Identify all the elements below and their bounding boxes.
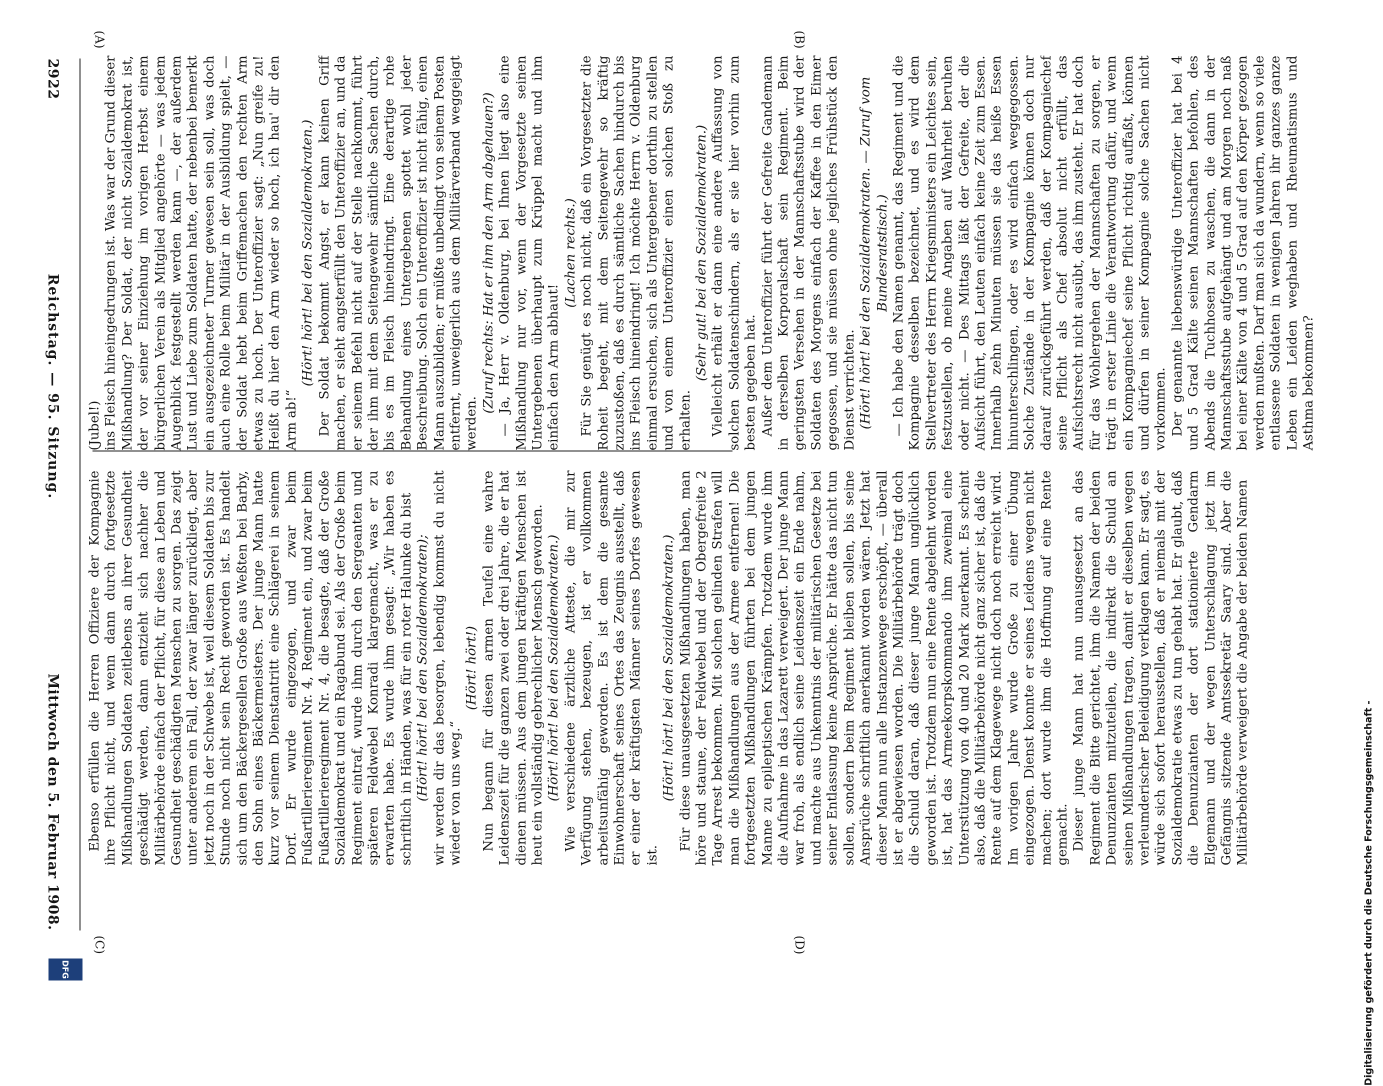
interjection: (Hört! hört! bei den Sozialdemokraten.) (300, 119, 316, 387)
interjection: (Hört! hört! bei den Sozialdemokraten); (415, 534, 431, 802)
paragraph: Ebenso erfüllen die Herren Offiziere der Kompagnie ihre Pflicht nicht, und wenn dann durch fortgesetzte Mißhandlungen Soldaten zeitlebens an ihrer Gesundheit geschädigt werden, dann entzieht sich nachher die Militärbehörde einfach der Pflicht, für diese an Leben und Gesundheit geschädigten Menschen zu sorgen. Das zeigt unter anderem ein Fall, der zwar länger zurückliegt, aber jetzt noch in der Schwebe ist, weil diesem Soldaten bis zur Stunde noch nicht sein Recht geworden ist. Es handelt sich um den Bäckergesellen Große aus Weßten bei Barby, den Sohn eines Bäckermeisters. Der junge Mann hatte kurz vor seinem Dienstantritt eine Schlägerei in seinem Dorf. Er wurde eingezogen, und zwar beim Fußartillerieregiment Nr. 4, Regiment ein, und zwar beim Fußartillerieregiment Nr. 4, die besagte, daß der Große Sozialdemokrat und ein Ragabund sei. Als der Große beim Regiment eintraf, wurde ihm durch den Sergeanten und späteren Feldwebel Konradi klargemacht, was er zu erwarten habe. Es wurde ihm gesagt: „Wir haben es schriftlich in Händen, was für ein roter Halunke du bist (87, 470, 415, 866)
paragraph: Der genannte liebenswürdige Unteroffizier hat bei 4 und 5 Grad Kälte seinen Mannschaften befohlen, des Abends die Tuchhosen zu waschen, die dann in der Mannschaftsstube aufgehängt und am Morgen noch naß bei einer Kälte von 4 und 5 Grad auf den Körper gezogen werden mußten. Darf man sich da wundern, wenn so viele entlassene Soldaten in wenigen Jahren ihr ganzes ganze Leben ein Leiden weghaben und Rheumatismus und Asthma bekommen? (1170, 55, 1317, 451)
column-divider (93, 451, 733, 452)
interjection: (Zuruf rechts: Hat er ihm den Arm abgehauen?) (481, 92, 497, 414)
right-text-column (88, 471, 1323, 866)
interjection: (Hört! hört! bei den Sozialdemokraten.) (546, 534, 562, 802)
paragraph: Nun begann für diesen armen Teufel eine wahre Leidenszeit für die ganzen zwei oder drei Jahre, die er hat dienen müssen. Aus dem jungen kräftigen Menschen ist heut ein vollständig gebrechlicher Mensch geworden. (481, 470, 546, 866)
page-number: 2922 (44, 58, 61, 100)
left-text-column (88, 56, 1323, 451)
margin-marker-a: (A) (92, 30, 107, 49)
interjection: (Lachen rechts.) (563, 198, 579, 308)
margin-marker-d: (D) (792, 935, 807, 955)
paragraph: (Jubel!) (87, 400, 103, 451)
margin-marker-c: (C) (92, 935, 107, 955)
paragraph: ins Fleisch hineingedrungen ist. Was war der Grund dieser Mißhandlung? Der Soldat, der nicht Sozialdemokrat ist, der vor seiner Einziehung im vorigen Herbst einem bürgerlichen Verein als Mitglied angehörte — was jedem Augenblick festgestellt werden kann —, der außerdem Lust und Liebe zum Soldaten hatte, der nebenbei bemerkt ein ausgezeichneter Turner gewesen sein soll, was doch auch eine Rolle beim Militär in der Ausbildung spielt, — der Soldat hebt beim Griffemachen den rechten Arm etwas zu hoch. Der Unteroffizier sagt: „Nun greife zu! Heißt du hier den Arm wieder so hoch, ich hau' dir den Arm ab!“ (103, 55, 300, 451)
header-date: Mittwoch den 5. Februar 1908. (44, 673, 61, 931)
paragraph: — Ich habe den Namen genannt, das Regiment und die Kompagnie desselben bezeichnet, und es wird dem Stellvertreter des Herrn Kriegsministers ein Leichtes sein, festzustellen, ob meine Angaben auf Wahrheit beruhen oder nicht. — Des Mittags läßt der Gefreite, der die Aufsicht führt, den Leuten einfach keine Zeit zum Essen. Innerhalb zehn Minuten müssen sie das heiße Essen hinunterschlingen, oder es wird einfach weggegossen. Solche Zustände in der Kompagnie können doch nur darauf zurückgeführt werden, daß der Kompagniechef seine Pflicht als Chef absolut nicht erfüllt, das Aufsichtsrecht nicht ausübt, das ihm zusteht. Er hat doch für das Wohlergehen der Mannschaften zu sorgen, er trägt in erster Linie die Verantwortung dafür, und wenn ein Kompagniechef seine Pflicht richtig auffaßt, können und dürfen in seiner Kompagnie solche Sachen nicht vorkommen. (891, 55, 1169, 451)
interjection: (Hört! hört! bei den Sozialdemokraten.) (661, 534, 677, 802)
paragraph: Außer dem Unteroffizier führt der Gefreite Gandemann in derselben Korporalschaft sein Regiment. Beim geringsten Versehen in der Mannschaftsstube wird der Soldaten des Morgens einfach der Kaffee in den Eimer gegossen, und sie müssen ohne jegliches Frühstück den Dienst verrichten. (760, 55, 858, 451)
margin-marker-b: (B) (792, 30, 807, 49)
paragraph: Wie verschiedene ärztliche Atteste, die mir zur Verfügung stehen, bezeugen, ist er vollkommen arbeitsunfähig geworden. Es ist dem die gesamte Einwohnerschaft seines Ortes das Zeugnis ausstellt, daß er einer der kräftigsten Männer seines Dorfes gewesen ist. (563, 470, 661, 866)
dfg-logo: DFG (49, 959, 83, 981)
header-rule (80, 59, 81, 931)
paragraph: Dieser junge Mann hat nun unausgesetzt an das Regiment die Bitte gerichtet, ihm die Namen der beiden Denunzianten mitzuteilen, die indirekt die Schuld an seinen Mißhandlungen tragen, damit er dieselben wegen verleumderischer Beleidigung verklagen kann. Er sagt, es würde sich sofort herausstellen, daß er niemals mit der Sozialdemokratie etwas zu tun gehabt hat. Er glaubt, daß die Denunzianten der dort stationierte Gendarm Elgemann und der wegen Unterschlagung jetzt im Gefängnis sitzende Amtssekretär Saary sind. Aber die Militärbehörde verweigert die Angabe der beiden Namen (1071, 470, 1251, 866)
paragraph: wir werden dir das besorgen, lebendig kommst du nicht wieder von uns weg.“ (432, 470, 464, 866)
paragraph: — Ja, Herr v. Oldenburg, bei Ihnen liegt also eine Mißhandlung nur vor, wenn der Vorgesetzte seinen Untergebenen überhaupt zum Krüppel macht und ihm einfach den Arm abhaut! (497, 55, 562, 451)
interjection: (Hört! hört!) (464, 625, 480, 711)
page-header (41, 59, 61, 931)
paragraph: Für diese unausgesetzten Mißhandlungen haben, man höre und staune, der Feldwebel und der Obergefreite 2 Tage Arrest bekommen. Mit solchen gelinden Strafen will man die Mißhandlungen aus der Armee entfernen! Die fortgesetzten Mißhandlungen führten bei dem jungen Manne zu epileptischen Krämpfen. Trotzdem wurde ihm die Aufnahme in das Lazarett verweigert. Der junge Mann war froh, als endlich seine Leidenszeit ein Ende nahm, und machte aus Unkenntnis der militärischen Gesetze bei seiner Entlassung keine Ansprüche. Er hätte das nicht tun sollen, sondern beim Regiment bleiben sollen, bis seine Ansprüche schriftlich anerkannt worden wären. Jetzt hat dieser Mann nun alle Instanzenwege erschöpft, — überall ist er abgewiesen worden. Die Militärbehörde trägt doch die Schuld daran, daß dieser junge Mann unglücklich geworden ist. Trotzdem nun eine Rente abgelehnt worden ist, hat das Armeekorpskommando ihm zweimal eine Unterstützung von 40 und 20 Mark zuerkannt. Es scheint also, daß die Militärbehörde nicht ganz sicher ist, daß die Rente auf dem Klagewege nicht doch noch erreicht wird. Im vorigen Jahre wurde Große zu einer Übung eingezogen. Dienst konnte er seines Leidens wegen nicht machen; dort wurde ihm die Hoffnung auf eine Rente gemacht. (678, 470, 1071, 866)
interjection: (Sehr gut! bei den Sozialdemokraten.) (694, 124, 710, 382)
header-title: Reichstag. — 95. Sitzung. (44, 273, 61, 500)
document-page (0, 1, 1383, 1086)
paragraph: Der Soldat bekommt Angst, er kann keinen Griff machen, er sieht angsterfüllt den Unteroffizier an, und da er seinem Befehl nicht auf der Stelle nachkommt, führt der ihm mit dem Seitengewehr sämtliche Sachen durch, bis es im Fleisch hineindringt. Eine derartige rohe Behandlung eines Untergebenen spottet wohl jeder Beschreibung. Solch ein Unteroffizier ist nicht fähig, einen Mann auszubilden; er müßte unbedingt von seinem Posten entfernt, unweigerlich aus dem Militärverband weggejagt werden. (317, 55, 480, 451)
digitization-note: Digitalisierung gefördert durch die Deutsche Forschungsgemeinschaft - (1363, 700, 1375, 1086)
paragraph: Vielleicht erhält er dann eine andere Auffassung von solchen Soldatenschindern, als er sie hier vorhin zum besten gegeben hat. (710, 55, 759, 451)
paragraph: Für Sie genügt es noch nicht, daß ein Vorgesetzter die Roheit begeht, mit dem Seitengewehr so kräftig zuzustoßen, daß es durch sämtliche Sachen hindurch bis ins Fleisch hineindringt! Ich möchte Herrn v. Oldenburg einmal ersuchen, sich als Untergebener dorthin zu stellen und von einem Unteroffizier einen solchen Stoß zu erhalten. (579, 55, 694, 451)
interjection: (Hört! hört! bei den Sozialdemokraten. — Zuruf vom Bundesratstisch.) (858, 76, 890, 430)
